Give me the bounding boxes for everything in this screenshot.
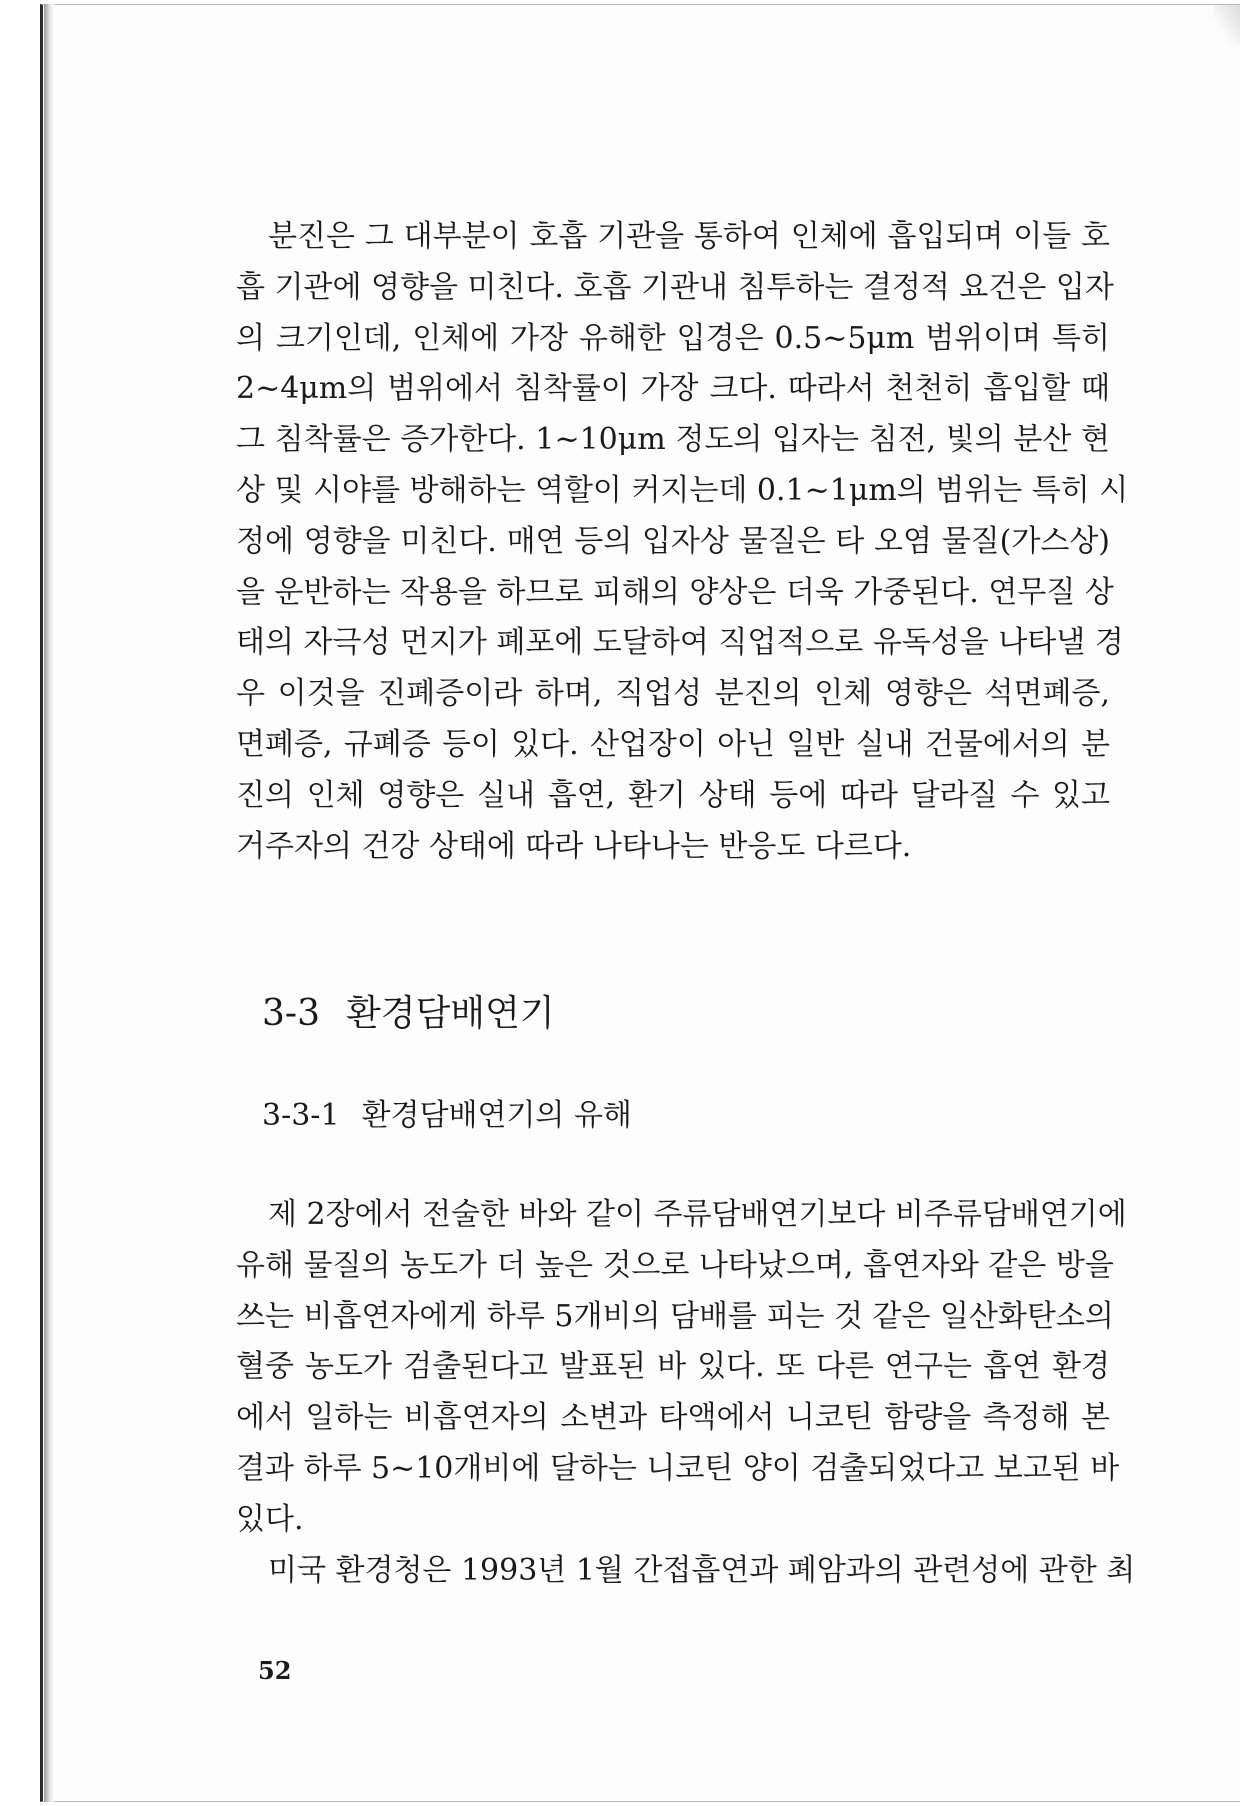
text-line: 흡 기관에 영향을 미친다. 호흡 기관내 침투하는 결정적 요건은 입자 — [236, 269, 1114, 305]
subsection-heading — [262, 1090, 632, 1134]
body-paragraph-1 — [236, 212, 1129, 872]
text-line: 상 및 시야를 방해하는 역할이 커지는데 0.1~1μm의 범위는 특히 시 — [236, 472, 1129, 508]
text-line: 에서 일하는 비흡연자의 소변과 타액에서 니코틴 함량을 측정해 본 — [236, 1400, 1110, 1436]
page-corner — [1214, 5, 1240, 45]
subsection-number: 3-3-1 — [262, 1098, 340, 1133]
text-line: 을 운반하는 작용을 하므로 피해의 양상은 더욱 가중된다. 연무질 상 — [236, 574, 1114, 610]
text-line: 결과 하루 5~10개비에 달하는 니코틴 양이 검출되었다고 보고된 바 — [236, 1450, 1120, 1486]
text-line: 진의 인체 영향은 실내 흡연, 환기 상태 등에 따라 달라질 수 있고 — [236, 777, 1110, 813]
subsection-title: 환경담배연기의 유해 — [361, 1098, 632, 1133]
text-line: 혈중 농도가 검출된다고 발표된 바 있다. 또 다른 연구는 흡연 환경 — [236, 1349, 1110, 1385]
text-line: 분진은 그 대부분이 호흡 기관을 통하여 인체에 흡입되며 이들 호 — [268, 219, 1110, 254]
text-line: 미국 환경청은 1993년 1월 간접흡연과 폐암과의 관련성에 관한 최 — [268, 1552, 1136, 1588]
page-spine — [44, 4, 54, 1802]
paragraph — [236, 1546, 1136, 1597]
section-title: 환경담배연기 — [345, 993, 555, 1034]
text-line: 의 크기인데, 인체에 가장 유해한 입경은 0.5~5μm 범위이며 특히 — [236, 320, 1110, 356]
text-line: 정에 영향을 미친다. 매연 등의 입자상 물질은 타 오염 물질(가스상) — [236, 523, 1110, 559]
paragraph — [236, 1190, 1127, 1546]
section-heading — [262, 985, 555, 1036]
paragraph — [236, 212, 1129, 872]
section-number: 3-3 — [262, 993, 320, 1034]
text-line: 있다. — [236, 1501, 304, 1537]
text-line: 유해 물질의 농도가 더 높은 것으로 나타났으며, 흡연자와 같은 방을 — [236, 1247, 1114, 1283]
text-line: 쓰는 비흡연자에게 하루 5개비의 담배를 피는 것 같은 일산화탄소의 — [236, 1298, 1114, 1334]
text-line: 면폐증, 규폐증 등이 있다. 산업장이 아닌 일반 실내 건물에서의 분 — [236, 726, 1110, 762]
text-line: 제 2장에서 전술한 바와 같이 주류담배연기보다 비주류담배연기에 — [268, 1197, 1127, 1232]
text-line: 거주자의 건강 상태에 따라 나타나는 반응도 다르다. — [236, 828, 912, 864]
text-line: 태의 자극성 먼지가 폐포에 도달하여 직업적으로 유독성을 나타낼 경 — [236, 625, 1124, 661]
body-paragraph-2 — [236, 1190, 1136, 1596]
text-line: 우 이것을 진폐증이라 하며, 직업성 분진의 인체 영향은 석면폐증, — [236, 676, 1110, 712]
text-line: 그 침착률은 증가한다. 1~10μm 정도의 입자는 침전, 빛의 분산 현 — [236, 422, 1110, 458]
page-number: 52 — [258, 1656, 292, 1685]
text-line: 2~4μm의 범위에서 침착률이 가장 크다. 따라서 천천히 흡입할 때 — [236, 371, 1110, 407]
